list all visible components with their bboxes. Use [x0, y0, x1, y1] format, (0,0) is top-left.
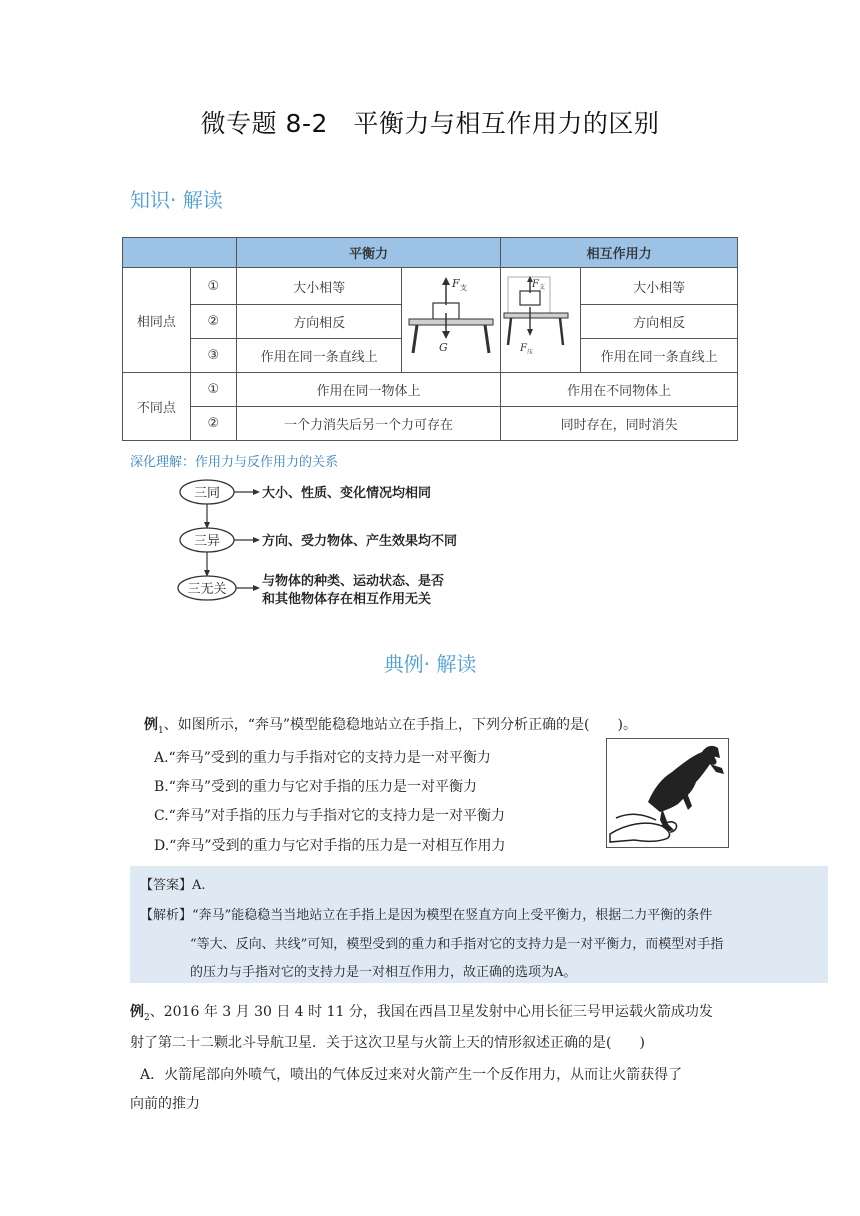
example-label: 例 — [144, 717, 158, 733]
table-corner — [123, 238, 237, 268]
row-number: ① — [190, 268, 236, 305]
answer-line: 【答案】A. — [140, 878, 206, 893]
interaction-same-1: 大小相等 — [581, 268, 738, 305]
analysis-line-3: 的压力与手指对它的支持力是一对相互作用力，故正确的选项为A。 — [190, 965, 577, 980]
node-three-diff-label: 三异 — [193, 534, 221, 549]
example2-line-2: 射了第二十二颗北斗导航卫星．关于这次卫星与火箭上天的情形叙述正确的是( ) — [130, 1035, 645, 1051]
example1-question: 、如图所示，“奔马”模型能稳稳地站立在手指上，下列分析正确的是( )。 — [163, 717, 637, 733]
header-interaction-force: 相互作用力 — [501, 238, 738, 268]
balanced-diff-1: 作用在同一物体上 — [236, 373, 501, 407]
interaction-same-2: 方向相反 — [581, 305, 738, 339]
example2-line-1 — [130, 1001, 713, 1023]
section-knowledge-heading: 知识· 解读 — [130, 188, 223, 212]
option-b: B.“奔马”受到的重力与它对手指的压力是一对平衡力 — [154, 779, 478, 795]
relationship-diagram — [175, 474, 495, 610]
analysis-line-2: “等大、反向、共线”可知，模型受到的重力和手指对它的支持力是一对平衡力，而模型对手指 — [190, 937, 724, 952]
example1-stem — [144, 714, 637, 736]
pressure-force-label: F — [519, 343, 527, 354]
same-points-label: 相同点 — [123, 268, 191, 373]
row-number: ② — [190, 407, 236, 441]
deepen-understanding-heading: 深化理解：作用力与反作用力的关系 — [130, 455, 339, 470]
support-force-subscript: 支 — [460, 284, 468, 292]
running-horse-figure — [606, 738, 729, 848]
gravity-label: G — [439, 341, 449, 354]
balanced-same-2: 方向相反 — [236, 305, 402, 339]
row-number: ① — [190, 373, 236, 407]
row-number: ② — [190, 305, 236, 339]
interaction-diff-1: 作用在不同物体上 — [501, 373, 738, 407]
balanced-same-1: 大小相等 — [236, 268, 402, 305]
balanced-force-figure — [402, 268, 501, 373]
support-force-label: F — [452, 277, 460, 290]
example2-option-a-2: 向前的推力 — [130, 1096, 200, 1112]
pressure-force-subscript: 压 — [526, 349, 533, 356]
option-c: C.“奔马”对手指的压力与手指对它的支持力是一对平衡力 — [154, 808, 505, 824]
example-label: 例 — [130, 1004, 144, 1020]
balanced-diff-2: 一个力消失后另一个力可存在 — [236, 407, 501, 441]
support-force-label-2: F — [531, 279, 539, 290]
node-three-unrelated-label: 三无关 — [187, 582, 227, 597]
comparison-table — [122, 237, 738, 441]
example-number: 1 — [158, 725, 164, 736]
option-a: A.“奔马”受到的重力与手指对它的支持力是一对平衡力 — [154, 750, 491, 766]
diff-points-label: 不同点 — [123, 373, 191, 441]
node-three-same-label: 三同 — [193, 486, 221, 501]
three-diff-text: 方向、受力物体、产生效果均不同 — [262, 534, 458, 549]
header-balanced-force: 平衡力 — [236, 238, 501, 268]
block-on-table-figure — [502, 273, 580, 363]
three-unrelated-text-2: 和其他物体存在相互作用无关 — [262, 592, 432, 607]
analysis-line-1: 【解析】“奔马”能稳稳当当地站立在手指上是因为模型在竖直方向上受平衡力，根据二力平衡的条件 — [140, 908, 713, 923]
three-same-text: 大小、性质、变化情况均相同 — [262, 486, 432, 501]
example2-option-a-1: A．火箭尾部向外喷气，喷出的气体反过来对火箭产生一个反作用力，从而让火箭获得了 — [140, 1067, 683, 1083]
balanced-same-3: 作用在同一条直线上 — [236, 339, 402, 373]
example2-question-1: 、2016 年 3 月 30 日 4 时 11 分，我国在西昌卫星发射中心用长征三号甲运载火箭成功发 — [149, 1004, 713, 1020]
table-on-block-figure — [405, 273, 497, 363]
example-number: 2 — [144, 1012, 150, 1023]
row-number: ③ — [190, 339, 236, 373]
option-d: D.“奔马”受到的重力与它对手指的压力是一对相互作用力 — [154, 838, 506, 854]
interaction-diff-2: 同时存在，同时消失 — [501, 407, 738, 441]
section-examples-heading: 典例· 解读 — [383, 652, 477, 676]
page-title: 微专题 8-2 平衡力与相互作用力的区别 — [200, 109, 660, 138]
support-force-subscript-2: 支 — [538, 284, 545, 291]
interaction-same-3: 作用在同一条直线上 — [581, 339, 738, 373]
interaction-force-figure — [501, 268, 581, 373]
three-unrelated-text-1: 与物体的种类、运动状态、是否 — [262, 574, 445, 589]
